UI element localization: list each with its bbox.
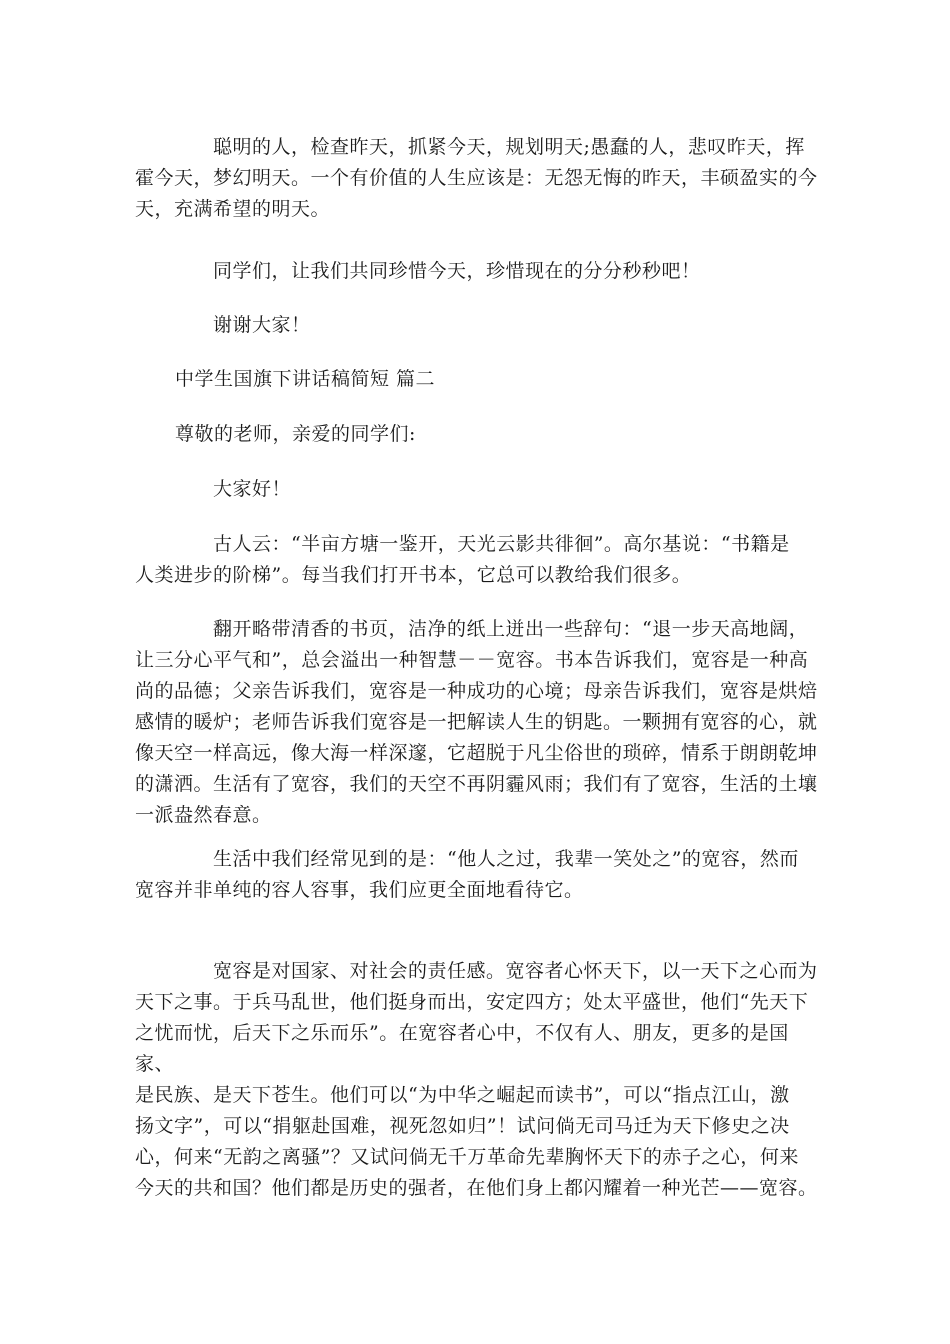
paragraph-cherish-today: 同学们，让我们共同珍惜今天，珍惜现在的分分秒秒吧！ (213, 260, 701, 282)
greeting: 大家好！ (213, 478, 292, 500)
paragraph-wise-person: 聪明的人，检查昨天，抓紧今天，规划明天;愚蠢的人，悲叹昨天，挥 霍今天，梦幻明天。一个有价值的人生应该是：无怨无悔的昨天，丰硕盈实的今 天，充满希望的明天。 (135, 136, 818, 220)
paragraph-thanks: 谢谢大家！ (213, 314, 311, 336)
paragraph-ancient-quote: 古人云：“半亩方塘一鉴开，天光云影共徘徊”。高尔基说：“书籍是 人类进步的阶梯”。每当我们打开书本，它总可以教给我们很多。 (135, 533, 790, 586)
section-heading: 中学生国旗下讲话稿简短 篇二 (175, 368, 436, 390)
paragraph-responsibility: 宽容是对国家、对社会的责任感。宽容者心怀天下，以一天下之心而为 天下之事。于兵马乱世，他们挺身而出，安定四方；处太平盛世，他们“先天下 之忧而忧，后天下之乐而乐”。在宽容者心中，不仅有人、朋友，更多的是国家、 是民族、是天下苍生。他们可以“为中华之崛起而读书”，可以“指点江山，激 扬文字”，可以“捐躯赴国难，视死忽如归”！试问倘无司马迁为天下修史之决 心，何来“无韵之离骚”？又试问倘无千万革命先辈胸怀天下的赤子之心，何来 今天的共和国？他们都是历史的强者，在他们身上都闪耀着一种光芒——宽容。 (135, 960, 818, 1199)
paragraph-book-pages: 翻开略带清香的书页，洁净的纸上迸出一些辞句：“退一步天高地阔， 让三分心平气和”，总会溢出一种智慧－－宽容。书本告诉我们，宽容是一种高 尚的品德；父亲告诉我们，宽容是一种成功的心境；母亲告诉我们，宽容是烘焙 感情的暖炉；老师告诉我们宽容是一把解读人生的钥匙。一颗拥有宽容的心，就 像天空一样高远，像大海一样深邃，它超脱于凡尘俗世的琐碎，情系于朗朗乾坤 的潇洒。生活有了宽容，我们的天空不再阴霾风雨；我们有了宽容，生活的土壤 一派盎然春意。 (135, 618, 818, 826)
paragraph-daily-life: 生活中我们经常见到的是：“他人之过，我辈一笑处之”的宽容，然而 宽容并非单纯的容人容事，我们应更全面地看待它。 (135, 848, 799, 901)
salutation: 尊敬的老师，亲爱的同学们: (175, 423, 416, 445)
